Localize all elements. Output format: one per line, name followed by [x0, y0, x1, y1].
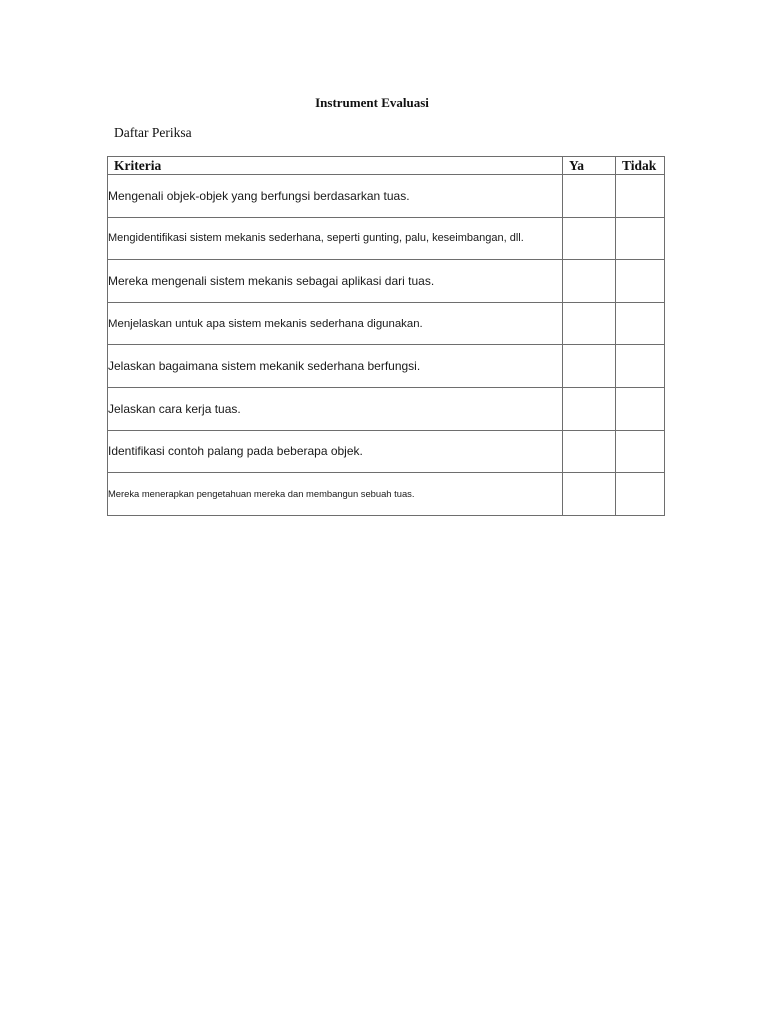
ya-cell — [563, 345, 616, 388]
ya-cell — [563, 430, 616, 473]
ya-cell — [563, 217, 616, 260]
table-row — [108, 387, 665, 430]
criterion-cell: Mereka menerapkan pengetahuan mereka dan membangun sebuah tuas. — [108, 473, 563, 516]
column-header-tidak: Tidak — [616, 157, 665, 175]
checklist-table — [107, 156, 665, 516]
ya-cell — [563, 473, 616, 516]
criterion-cell: Jelaskan cara kerja tuas. — [108, 387, 563, 430]
criterion-cell: Jelaskan bagaimana sistem mekanik sederhana berfungsi. — [108, 345, 563, 388]
tidak-cell — [616, 387, 665, 430]
table-header-row — [108, 157, 665, 175]
tidak-cell — [616, 473, 665, 516]
section-label: Daftar Periksa — [114, 125, 192, 140]
ya-cell — [563, 387, 616, 430]
table-row — [108, 345, 665, 388]
tidak-cell — [616, 217, 665, 260]
ya-cell — [563, 302, 616, 345]
tidak-cell — [616, 175, 665, 218]
table-row — [108, 430, 665, 473]
criterion-cell: Mengenali objek-objek yang berfungsi berdasarkan tuas. — [108, 175, 563, 218]
criterion-cell: Mengidentifikasi sistem mekanis sederhana, seperti gunting, palu, keseimbangan, dll. — [108, 217, 563, 260]
document-title: Instrument Evaluasi — [315, 95, 429, 110]
tidak-cell — [616, 345, 665, 388]
ya-cell — [563, 175, 616, 218]
tidak-cell — [616, 302, 665, 345]
tidak-cell — [616, 430, 665, 473]
ya-cell — [563, 260, 616, 303]
column-header-ya: Ya — [563, 157, 616, 175]
table-row — [108, 473, 665, 516]
criterion-cell: Menjelaskan untuk apa sistem mekanis sederhana digunakan. — [108, 302, 563, 345]
table-row — [108, 260, 665, 303]
tidak-cell — [616, 260, 665, 303]
table-row — [108, 302, 665, 345]
table-row — [108, 217, 665, 260]
criterion-cell: Mereka mengenali sistem mekanis sebagai aplikasi dari tuas. — [108, 260, 563, 303]
criterion-cell: Identifikasi contoh palang pada beberapa objek. — [108, 430, 563, 473]
column-header-kriteria: Kriteria — [108, 157, 563, 175]
table-row — [108, 175, 665, 218]
